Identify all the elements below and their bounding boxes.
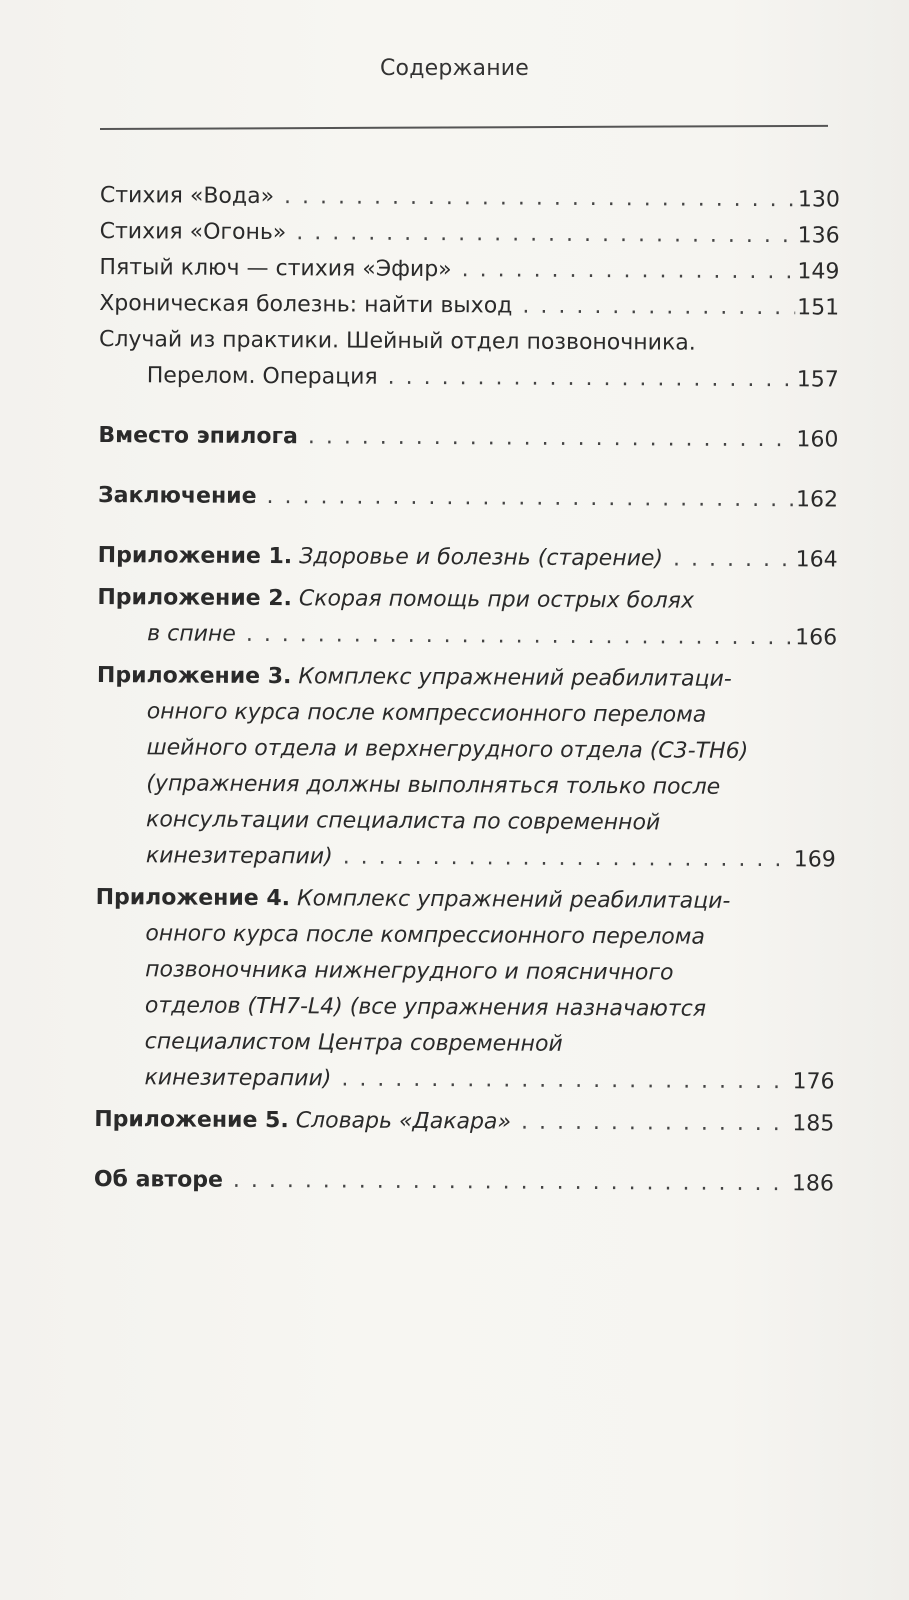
table-of-contents (94, 178, 840, 1203)
toc-page-number: 130 (797, 187, 840, 213)
leader-dots (246, 617, 794, 656)
toc-entry-efir[interactable] (99, 250, 839, 291)
appendix-label: Приложение 5. (94, 1106, 289, 1134)
appendix-label: Приложение 3. (96, 662, 292, 690)
toc-entry-title-line: шейного отдела и верхнегрудного отдела (С3-ТН6) (146, 735, 749, 764)
header-rule (100, 125, 828, 130)
toc-entry-title: Стихия «Вода» (99, 182, 275, 210)
toc-page-number: 157 (796, 367, 839, 393)
leader-dots (673, 542, 794, 579)
leader-dots (521, 1105, 790, 1143)
toc-page-number: 136 (797, 223, 840, 249)
toc-entry-title-line: в спине (147, 621, 236, 647)
toc-page-number: 162 (795, 487, 839, 513)
toc-entry-ogon[interactable] (100, 214, 840, 255)
toc-page-number: 186 (791, 1171, 834, 1197)
toc-entry-title-line: Здоровье и болезнь (старение) (299, 544, 664, 572)
toc-entry-appendix-4[interactable] (94, 880, 835, 1101)
appendix-label: Приложение 2. (97, 584, 292, 612)
toc-entry-title-line: отделов (ТН7-L4) (все упражнения назначаются (144, 993, 707, 1022)
toc-entry-title: Пятый ключ — стихия «Эфир» (99, 254, 452, 283)
toc-page-number: 164 (795, 547, 838, 573)
toc-entry-appendix-3[interactable] (96, 658, 837, 879)
toc-entry-title-line: онного курса после компрессионного перелома (145, 921, 705, 950)
toc-page-number: 149 (797, 259, 840, 285)
toc-entry-appendix-1[interactable] (98, 538, 838, 579)
toc-entry-chronic[interactable] (99, 286, 839, 327)
toc-entry-author[interactable] (94, 1162, 834, 1203)
toc-page-number: 185 (792, 1111, 835, 1137)
appendix-label: Приложение 4. (95, 884, 291, 912)
toc-entry-voda[interactable] (100, 178, 840, 219)
toc-entry-title: Вместо эпилога (98, 422, 298, 450)
toc-entry-title-line: Скорая помощь при острых болях (298, 586, 695, 614)
toc-entry-title: Об авторе (93, 1166, 223, 1193)
toc-entry-title-line: (упражнения должны выполняться только после (146, 771, 721, 800)
toc-entry-title-line: Словарь «Дакара» (295, 1108, 512, 1135)
toc-entry-title-line: Комплекс упражнений реабилитаци- (298, 664, 732, 692)
appendix-label: Приложение 1. (97, 542, 293, 570)
toc-entry-appendix-5[interactable] (94, 1102, 834, 1143)
toc-entry-case[interactable] (99, 322, 839, 399)
toc-entry-title-line: консультации специалиста по современной (146, 807, 661, 836)
toc-entry-title: Стихия «Огонь» (99, 218, 287, 246)
toc-entry-title-line: Перелом. Операция (146, 363, 378, 390)
leader-dots (284, 179, 796, 218)
leader-dots (233, 1163, 790, 1202)
leader-dots (341, 1061, 790, 1100)
leader-dots (266, 479, 794, 518)
toc-entry-appendix-2[interactable] (97, 580, 837, 657)
leader-dots (388, 360, 795, 398)
leader-dots (343, 839, 792, 878)
toc-entry-conclusion[interactable] (98, 478, 838, 519)
toc-entry-title-line: Случай из практики. Шейный отдел позвоночника. (98, 326, 696, 356)
toc-page-number: 176 (792, 1069, 835, 1095)
toc-page-number: 166 (795, 625, 838, 651)
toc-entry-title: Заключение (97, 482, 257, 509)
toc-page-number: 151 (797, 295, 840, 321)
running-head: Содержание (379, 56, 530, 81)
toc-page-number: 169 (793, 847, 836, 873)
toc-page-number: 160 (796, 427, 839, 453)
toc-entry-title-line: специалистом Центра современной (144, 1029, 563, 1057)
toc-entry-epilog[interactable] (98, 418, 838, 459)
toc-entry-title-line: кинезитерапии) (145, 843, 333, 870)
toc-entry-title: Хроническая болезнь: найти выход (99, 290, 513, 319)
toc-entry-title-line: позвоночника нижнегрудного и поясничного (145, 957, 674, 986)
toc-entry-title-line: Комплекс упражнений реабилитаци- (297, 886, 731, 914)
leader-dots (308, 419, 795, 458)
toc-entry-title-line: кинезитерапии) (144, 1065, 332, 1092)
leader-dots (522, 289, 795, 327)
leader-dots (296, 215, 796, 254)
leader-dots (462, 252, 796, 290)
toc-entry-title-line: онного курса после компрессионного перелома (146, 699, 707, 728)
